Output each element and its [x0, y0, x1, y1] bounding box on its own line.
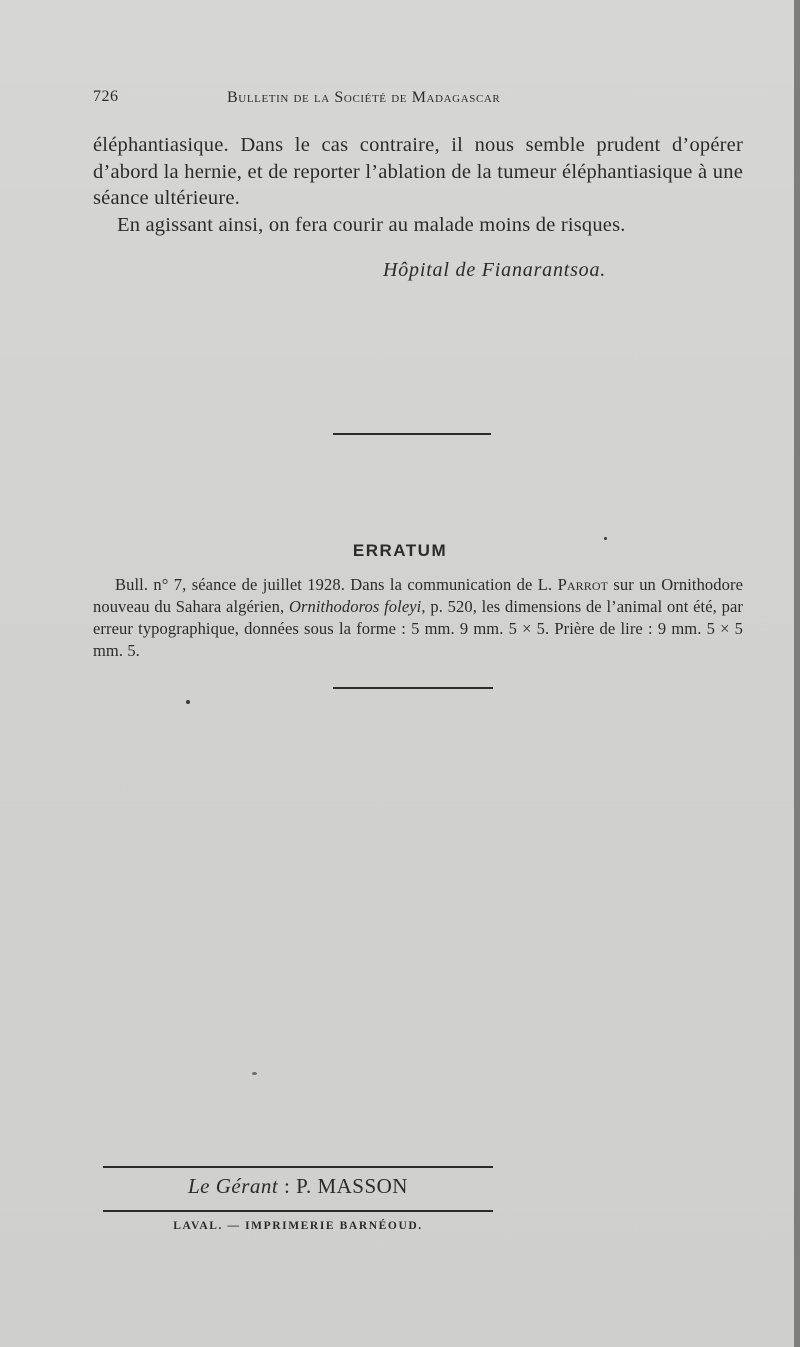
printer-imprint: LAVAL. — IMPRIMERIE BARNÉOUD.: [173, 1220, 423, 1232]
page-edge-shadow: [794, 0, 800, 1347]
erratum-text-part: sur un Ornithodore nouveau du Sahara algérien,: [93, 575, 744, 616]
erratum-text-part: Bull. n° 7, séance de juillet 1928. Dans la communication de L.: [115, 575, 553, 594]
erratum-heading: ERRATUM: [352, 541, 448, 560]
article-paragraph: éléphantiasique. Dans le cas contraire, il nous semble prudent d’opérer d’abord la hernie, et de reporter l’ablation de la tumeur éléphantiasique à une séance ultérieure.: [93, 134, 743, 209]
section-divider: [333, 687, 493, 689]
article-paragraph: En agissant ainsi, on fera courir au malade moins de risques.: [117, 213, 626, 236]
ink-speck: [186, 700, 190, 704]
article-body: [93, 132, 743, 238]
article-signature: Hôpital de Fianarantsoa.: [383, 259, 607, 281]
erratum-species: Ornithodoros foleyi: [288, 597, 422, 616]
gerant-line: [103, 1174, 493, 1199]
section-divider: [333, 433, 491, 435]
erratum-author: Parrot: [557, 575, 609, 594]
page-number: 726: [93, 88, 119, 105]
erratum-text-part: , p. 520, les dimensions de l’animal ont été, par erreur typographique, données sous la forme : 5 mm. 9 mm. 5 × 5. Prière de lire : 9 mm. 5 × 5 mm. 5.: [93, 597, 743, 660]
ink-speck: [604, 537, 607, 540]
footer-rule-top: [103, 1166, 493, 1168]
ink-speck: [252, 1072, 257, 1075]
gerant-name: P. MASSON: [296, 1174, 408, 1198]
gerant-label: Le Gérant: [188, 1174, 279, 1198]
footer-rule-bottom: [103, 1210, 493, 1212]
gerant-separator: :: [278, 1174, 297, 1198]
erratum-text: [93, 574, 743, 662]
journal-title: Bulletin de la Société de Madagascar: [227, 89, 501, 106]
